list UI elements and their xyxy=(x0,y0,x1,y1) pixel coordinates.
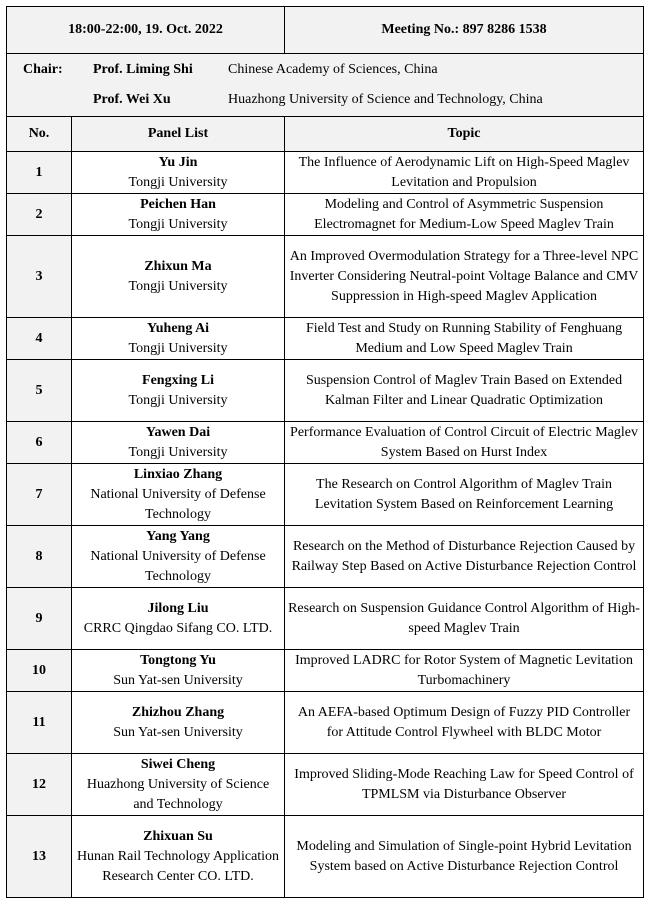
column-header-panel: Panel List xyxy=(72,117,285,152)
panelist-cell xyxy=(72,650,285,692)
table-row xyxy=(7,588,644,650)
panelist-cell xyxy=(72,318,285,360)
panelist-name: Yu Jin xyxy=(158,154,198,170)
row-number: 1 xyxy=(7,152,72,194)
panelist-name: Peichen Han xyxy=(140,196,216,212)
topic-cell xyxy=(285,318,644,360)
topic-cell xyxy=(285,152,644,194)
table-row xyxy=(7,464,644,526)
session-info-row xyxy=(7,7,644,54)
panelist-affiliation: National University of Defense Technology xyxy=(90,548,266,584)
topic-text: Performance Evaluation of Control Circuit of Electric Maglev System Based on Hurst Index xyxy=(290,424,638,460)
panelist-affiliation: Sun Yat-sen University xyxy=(113,672,243,688)
chair-label: Chair: xyxy=(23,62,63,77)
panelist-affiliation: Tongji University xyxy=(128,216,228,232)
column-header-topic: Topic xyxy=(285,117,644,152)
panelist-name: Zhixuan Su xyxy=(143,828,213,844)
panelist-cell xyxy=(72,526,285,588)
topic-cell xyxy=(285,816,644,898)
row-number: 13 xyxy=(7,816,72,898)
panelist-name: Fengxing Li xyxy=(142,372,214,388)
chair-cell xyxy=(7,54,644,117)
chair-name-1: Prof. Liming Shi xyxy=(93,62,193,77)
row-number: 3 xyxy=(7,236,72,318)
panelist-cell xyxy=(72,754,285,816)
row-number: 2 xyxy=(7,194,72,236)
panelist-name: Yawen Dai xyxy=(145,424,211,440)
row-number: 11 xyxy=(7,692,72,754)
table-row xyxy=(7,526,644,588)
panelist-affiliation: National University of Defense Technology xyxy=(90,486,266,522)
panelist-affiliation: Tongji University xyxy=(128,444,228,460)
panelist-name: Yang Yang xyxy=(146,528,210,544)
topic-cell xyxy=(285,360,644,422)
row-number: 10 xyxy=(7,650,72,692)
chair-affiliation-1: Chinese Academy of Sciences, China xyxy=(228,62,438,77)
panelist-name: Jilong Liu xyxy=(147,600,209,616)
panel-schedule-table xyxy=(6,6,644,898)
chair-row xyxy=(7,54,644,117)
chair-name-2: Prof. Wei Xu xyxy=(93,92,171,107)
topic-text: The Research on Control Algorithm of Maglev Train Levitation System Based on Reinforcement Learning xyxy=(314,476,614,512)
topic-cell xyxy=(285,236,644,318)
topic-cell xyxy=(285,692,644,754)
row-number: 6 xyxy=(7,422,72,464)
topic-text: Research on Suspension Guidance Control Algorithm of High-speed Maglev Train xyxy=(288,600,640,636)
table-row xyxy=(7,152,644,194)
table-row xyxy=(7,194,644,236)
topic-cell xyxy=(285,194,644,236)
table-row xyxy=(7,650,644,692)
panelist-cell xyxy=(72,422,285,464)
table-row xyxy=(7,422,644,464)
panelist-cell xyxy=(72,236,285,318)
panelist-cell xyxy=(72,360,285,422)
row-number: 9 xyxy=(7,588,72,650)
topic-text: Modeling and Simulation of Single-point Hybrid Levitation System based on Active Disturbance Rejection Control xyxy=(296,838,632,874)
row-number: 8 xyxy=(7,526,72,588)
panelist-cell xyxy=(72,816,285,898)
topic-text: Field Test and Study on Running Stability of Fenghuang Medium and Low Speed Maglev Train xyxy=(305,320,623,356)
panelist-cell xyxy=(72,588,285,650)
column-header-no: No. xyxy=(7,117,72,152)
topic-text: Modeling and Control of Asymmetric Suspension Electromagnet for Medium-Low Speed Maglev Train xyxy=(314,196,614,232)
column-header-row xyxy=(7,117,644,152)
panelist-cell xyxy=(72,692,285,754)
topic-text: Suspension Control of Maglev Train Based on Extended Kalman Filter and Linear Quadratic Optimization xyxy=(305,372,623,408)
panelist-affiliation: Tongji University xyxy=(128,392,228,408)
panelist-name: Tongtong Yu xyxy=(140,652,216,668)
table-row xyxy=(7,816,644,898)
panelist-affiliation: Hunan Rail Technology Application Research Center CO. LTD. xyxy=(76,848,280,884)
table-row xyxy=(7,360,644,422)
panelist-name: Siwei Cheng xyxy=(140,756,216,772)
row-number: 5 xyxy=(7,360,72,422)
row-number: 12 xyxy=(7,754,72,816)
chair-list xyxy=(23,60,643,110)
schedule-table-body xyxy=(7,7,644,898)
meeting-number: Meeting No.: 897 8286 1538 xyxy=(285,7,644,54)
topic-cell xyxy=(285,754,644,816)
panelist-cell xyxy=(72,152,285,194)
chair-label-spacer xyxy=(23,90,93,110)
chair-affiliation-2: Huazhong University of Science and Technology, China xyxy=(228,92,543,107)
topic-cell xyxy=(285,650,644,692)
panelist-name: Yuheng Ai xyxy=(146,320,210,336)
panelist-affiliation: Tongji University xyxy=(128,278,228,294)
panelist-affiliation: Tongji University xyxy=(128,174,228,190)
topic-text: Improved Sliding-Mode Reaching Law for Speed Control of TPMLSM via Disturbance Observer xyxy=(294,766,634,802)
topic-text: The Influence of Aerodynamic Lift on High-Speed Maglev Levitation and Propulsion xyxy=(298,154,630,190)
topic-cell xyxy=(285,422,644,464)
table-row xyxy=(7,318,644,360)
table-row xyxy=(7,754,644,816)
panelist-affiliation: Sun Yat-sen University xyxy=(113,724,243,740)
topic-text: Research on the Method of Disturbance Rejection Caused by Railway Step Based on Active Disturbance Rejection Control xyxy=(291,538,637,574)
table-row xyxy=(7,236,644,318)
panelist-name: Zhixun Ma xyxy=(144,258,212,274)
panelist-name: Linxiao Zhang xyxy=(133,466,223,482)
table-row xyxy=(7,692,644,754)
panelist-cell xyxy=(72,194,285,236)
panelist-affiliation: Tongji University xyxy=(128,340,228,356)
topic-cell xyxy=(285,588,644,650)
topic-cell xyxy=(285,464,644,526)
topic-text: An Improved Overmodulation Strategy for a Three-level NPC Inverter Considering Neutral-point Voltage Balance and CMV Suppression in High-speed Maglev Application xyxy=(289,248,639,304)
topic-text: An AEFA-based Optimum Design of Fuzzy PID Controller for Attitude Control Flywheel with BLDC Motor xyxy=(297,704,631,740)
topic-cell xyxy=(285,526,644,588)
panelist-affiliation: CRRC Qingdao Sifang CO. LTD. xyxy=(83,620,273,636)
panelist-name: Zhizhou Zhang xyxy=(131,704,225,720)
panelist-cell xyxy=(72,464,285,526)
schedule-sheet xyxy=(6,6,643,898)
row-number: 7 xyxy=(7,464,72,526)
topic-text: Improved LADRC for Rotor System of Magnetic Levitation Turbomachinery xyxy=(295,652,633,688)
row-number: 4 xyxy=(7,318,72,360)
panelist-affiliation: Huazhong University of Science and Technology xyxy=(86,776,270,812)
session-time: 18:00-22:00, 19. Oct. 2022 xyxy=(7,7,285,54)
